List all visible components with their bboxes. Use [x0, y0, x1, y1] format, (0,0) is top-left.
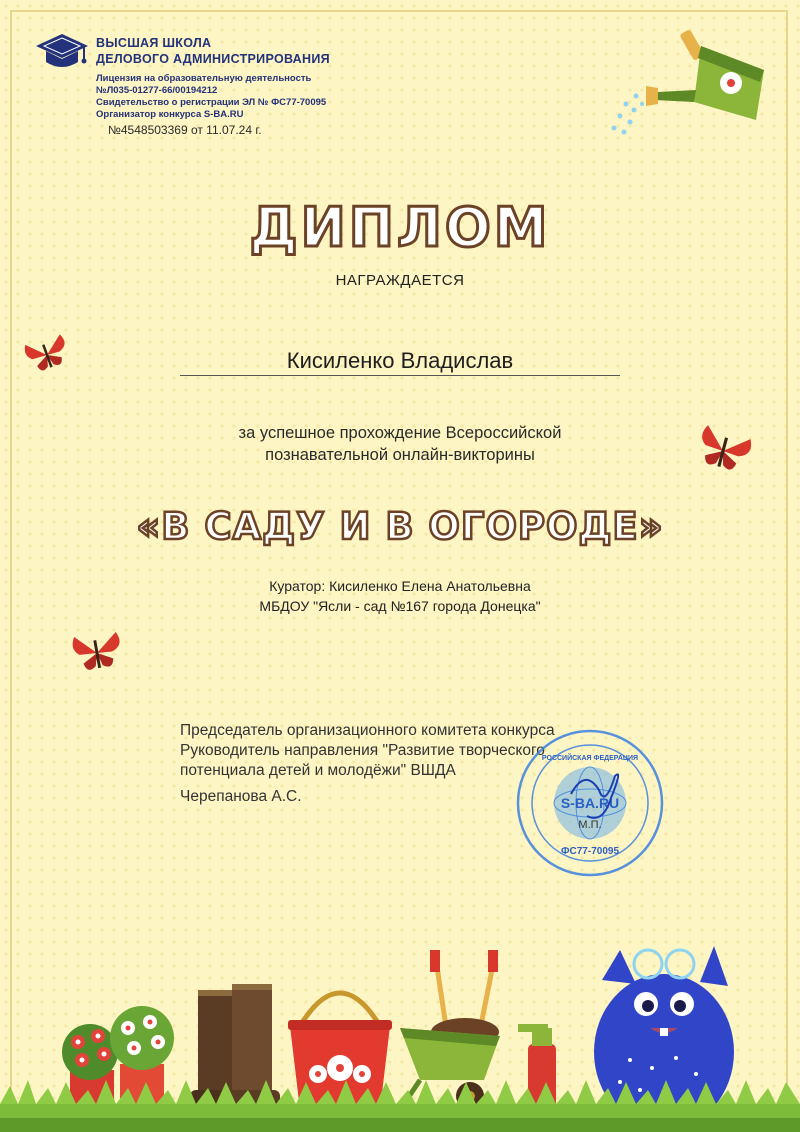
garden-illustration — [0, 940, 800, 1132]
stamp-center-text: S-BA.RU — [560, 795, 620, 811]
org-name-line1: ВЫСШАЯ ШКОЛА — [96, 36, 212, 50]
butterfly-icon — [68, 624, 126, 682]
official-stamp — [515, 728, 665, 878]
license-line: Лицензия на образовательную деятельность — [96, 73, 312, 84]
butterfly-icon — [692, 420, 754, 482]
quiz-title: «В САДУ И В ОГОРОДЕ» — [136, 505, 664, 548]
license-number: №Л035-01277-66/00194212 — [96, 85, 218, 96]
organizer-line: Организатор конкурса S-BA.RU — [96, 109, 244, 120]
recipient-name: Кисиленко Владислав — [286, 348, 514, 373]
org-name-line2: ДЕЛОВОГО АДМИНИСТРИРОВАНИЯ — [96, 52, 330, 66]
registration-line: Свидетельство о регистрации ЭЛ № ФС77-70095 — [96, 97, 327, 108]
description-line1: за успешное прохождение Всероссийской — [238, 424, 562, 442]
description-line2: познавательной онлайн-викторины — [265, 446, 535, 464]
stamp-inner-text: РОССИЙСКАЯ ФЕДЕРАЦИЯ — [541, 755, 639, 762]
stamp-ring-text: ФС77-70095 — [560, 846, 620, 857]
graduation-cap-icon — [34, 30, 90, 74]
wheelbarrow-icon — [400, 950, 500, 1110]
document-number: №4548503369 от 11.07.24 г. — [108, 123, 262, 137]
mp-label: М.П. — [578, 819, 602, 831]
awarded-label: НАГРАЖДАЕТСЯ — [335, 272, 465, 289]
signer-name: Черепанова А.С. — [180, 788, 302, 805]
signature-line1: Председатель организационного комитета конкурса — [180, 722, 555, 739]
signature-line3: потенциала детей и молодёжи" ВШДА — [180, 762, 456, 779]
institution-line: МБДОУ "Ясли - сад №167 города Донецка" — [259, 598, 541, 614]
name-underline — [180, 375, 620, 376]
signature-line2: Руководитель направления "Развитие творческого — [180, 742, 545, 759]
diploma-title: ДИПЛОМ — [249, 196, 551, 259]
butterfly-icon — [22, 330, 72, 380]
curator-line: Куратор: Кисиленко Елена Анатольевна — [269, 578, 531, 594]
watering-can-icon — [606, 28, 776, 138]
